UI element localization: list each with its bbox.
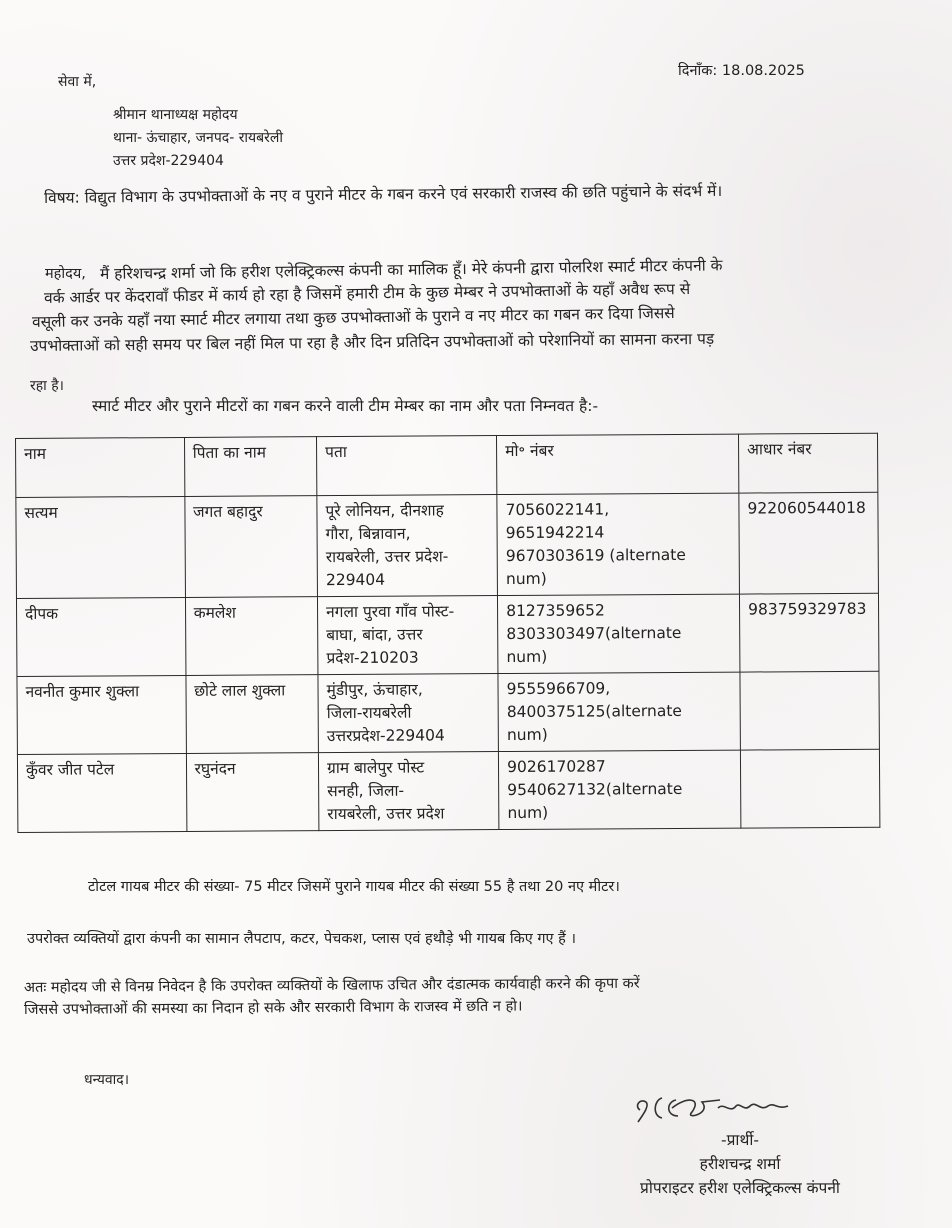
- items-missing: उपरोक्त व्यक्तियों द्वारा कंपनी का सामान लैपटाप, कटर, पेचकश, प्लास एवं हथौड़े भी गायब किए गए हैं ।: [27, 931, 576, 947]
- cell-aadhaar: 983759329783: [740, 593, 879, 672]
- table-row: [16, 593, 878, 676]
- cell-father: कमलेश: [185, 597, 318, 676]
- header-father-name: पिता का नाम: [184, 437, 317, 497]
- signatory-designation: प्रोपराइटर हरीश एलेक्ट्रिकल्स कंपनी: [640, 1179, 840, 1197]
- thanks: धन्यवाद।: [84, 1072, 130, 1088]
- body-line: वर्क आर्डर पर केंदरावाँ फीडर में कार्य हो रहा है जिसमें हमारी टीम के कुछ मेम्बर ने उपभोक्ताओं के यहाँ अवैध रूप से: [43, 279, 691, 307]
- cell-mobile: [498, 594, 740, 673]
- signature-icon: [632, 1088, 812, 1128]
- body-line: रहा है।: [30, 378, 64, 394]
- table-row: [16, 492, 879, 598]
- signature-block: [600, 1128, 880, 1200]
- recipient-line-3: उत्तर प्रदेश-229404: [113, 153, 224, 169]
- body-line: मैं हरिशचन्द्र शर्मा जो कि हरीश एलेक्ट्रिकल्स कंपनी का मालिक हूँ। मेरे कंपनी द्वारा पोलरिश स्मार्ट मीटर कंपनी के: [99, 256, 723, 283]
- total-missing-meters: टोटल गायब मीटर की संख्या- 75 मीटर जिसमें पुराने गायब मीटर की संख्या 55 है तथा 20 नए मीटर।: [88, 879, 620, 895]
- mobile-line: 9026170287: [507, 757, 606, 776]
- cell-address: [318, 752, 499, 831]
- address-line: सनही, जिला-: [327, 781, 405, 801]
- signatory-name: हरीशचन्द्र शर्मा: [699, 1155, 781, 1173]
- cell-address: [317, 495, 498, 597]
- subject-line: विषय: विद्युत विभाग के उपभोक्ताओं के नए व पुराने मीटर के गबन करने एवं सरकारी राजस्व की छति पहुंचाने के संदर्भ में।: [43, 181, 723, 207]
- cell-address: [318, 596, 499, 675]
- cell-name: दीपक: [16, 597, 185, 676]
- mobile-line: num): [507, 803, 549, 822]
- address-line: बाघा, बांदा, उत्तर: [326, 625, 423, 645]
- body-line: वसूली कर उनके यहाँ नया स्मार्ट मीटर लगाया तथा कुछ उपभोक्ताओं के पुराने व नए मीटर का गबन कर दिया जिससे: [31, 304, 675, 331]
- cell-aadhaar: [740, 671, 879, 750]
- cell-address: [318, 674, 499, 753]
- address-line: नगला पुरवा गाँव पोस्ट-: [326, 602, 455, 622]
- cell-mobile: [497, 493, 740, 595]
- header-name: नाम: [16, 437, 185, 497]
- cell-mobile: [499, 750, 741, 829]
- table-row: [17, 749, 879, 832]
- mobile-line: 9555966709,: [506, 679, 611, 699]
- cell-name: कुँवर जीत पटेल: [17, 753, 186, 832]
- address-line: मुंडीपुर, ऊंचाहार,: [326, 680, 423, 700]
- table-header-row: [16, 433, 878, 497]
- request-line-1: अतः महोदय जी से विनम्र निवेदन है कि उपरोक्त व्यक्तियों के खिलाफ उचित और दंडात्मक कार्यवाही करने की कृपा करें: [23, 975, 640, 996]
- cell-mobile: [498, 672, 740, 751]
- mobile-line: num): [506, 725, 548, 745]
- cell-aadhaar: 922060544018: [739, 492, 879, 594]
- cell-father: छोटे लाल शुक्ला: [186, 675, 319, 754]
- team-members-table: [15, 433, 880, 833]
- mobile-line: 9651942214: [505, 523, 605, 543]
- table-intro: स्मार्ट मीटर और पुराने मीटरों का गबन करने वाली टीम मेम्बर का नाम और पता निम्नवत है:-: [92, 397, 599, 415]
- mobile-line: num): [505, 569, 547, 589]
- recipient-line-2: थाना- ऊंचाहार, जनपद- रायबरेली: [113, 130, 284, 146]
- request-line-2: जिससे उपभोक्ताओं की समस्या का निदान हो सके और सरकारी विभाग के राजस्व में छति न हो।: [23, 998, 523, 1018]
- mobile-line: 9540627132(alternate: [507, 779, 683, 799]
- mobile-line: 8127359652: [506, 601, 605, 621]
- mobile-line: 8303303497(alternate: [506, 623, 682, 644]
- mobile-line: 9670303619 (alternate: [505, 545, 686, 566]
- table-row: [17, 671, 879, 754]
- body-line: उपभोक्ताओं को सही समय पर बिल नहीं मिल पा रहा है और दिन प्रतिदिन उपभोक्ताओं को परेशानियों का सामना करना पड़: [29, 329, 715, 355]
- address-line: प्रदेश-210203: [326, 648, 419, 668]
- letter-date: दिनाँक: 18.08.2025: [678, 63, 805, 79]
- address-line: ग्राम बालेपुर पोस्ट: [327, 758, 425, 778]
- cell-father: रघुनंदन: [186, 753, 319, 832]
- header-address: पता: [317, 436, 497, 496]
- mobile-line: num): [506, 647, 548, 667]
- header-mobile: मो॰ नंबर: [497, 434, 739, 494]
- mobile-line: 8400375125(alternate: [506, 701, 682, 722]
- address-line: उत्तरप्रदेश-229404: [326, 726, 445, 746]
- cell-father: जगत बहादुर: [184, 496, 317, 598]
- address-line: जिला-रायबरेली: [326, 703, 412, 723]
- address-line: रायबरेली, उत्तर प्रदेश-: [325, 547, 449, 567]
- salutation: सेवा में,: [58, 74, 97, 90]
- address-line: 229404: [325, 570, 386, 590]
- cell-name: सत्यम: [16, 496, 185, 598]
- address-line: पूरे लोनियन, दीनशाह: [325, 501, 444, 521]
- applicant-label: -प्रार्थी-: [721, 1131, 759, 1149]
- cell-name: नवनीत कुमार शुक्ला: [17, 675, 186, 754]
- address-line: गौरा, बिन्नावान,: [325, 524, 411, 544]
- greeting: महोदय,: [45, 266, 86, 282]
- recipient-line-1: श्रीमान थानाध्यक्ष महोदय: [113, 107, 238, 123]
- address-line: रायबरेली, उत्तर प्रदेश: [327, 804, 445, 824]
- cell-aadhaar: [740, 749, 879, 828]
- mobile-line: 7056022141,: [505, 500, 610, 520]
- header-aadhaar: आधार नंबर: [739, 433, 878, 493]
